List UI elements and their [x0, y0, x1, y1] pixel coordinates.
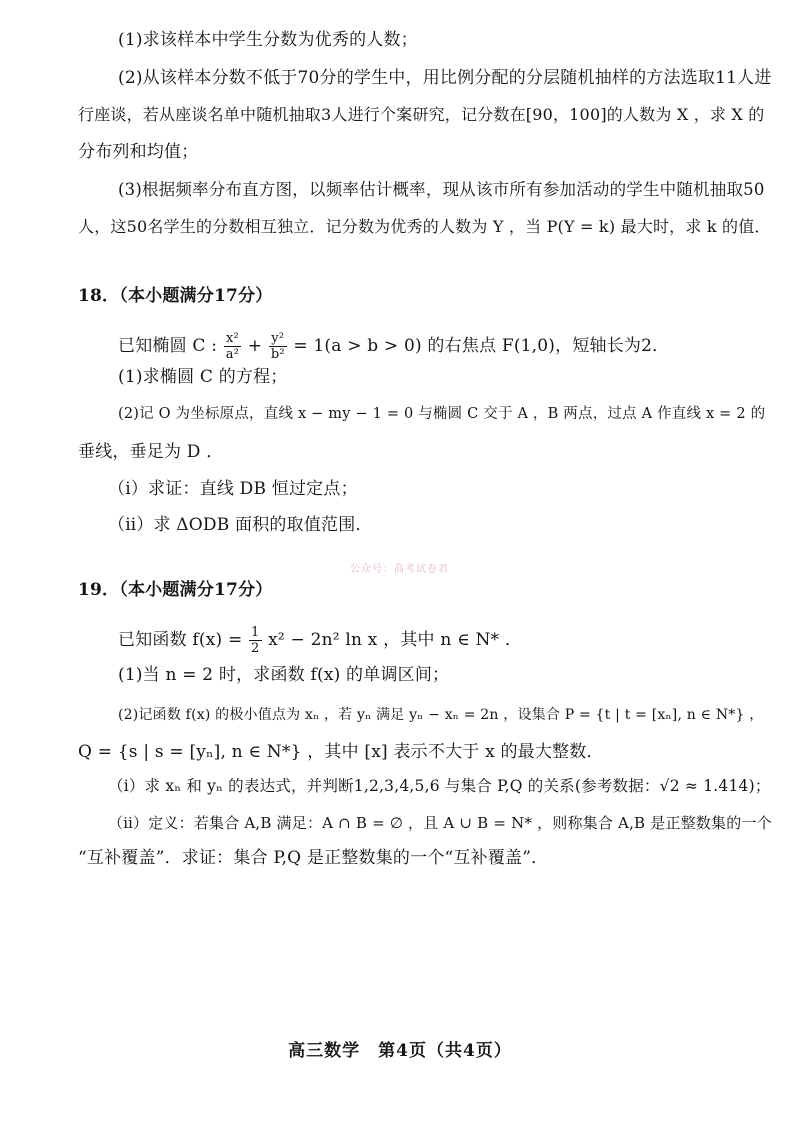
q18-part1: (1)求椭圆 C 的方程；	[118, 367, 288, 387]
q18-intro-post: = 1(a > b > 0) 的右焦点 F(1,0)，短轴长为2．	[293, 336, 670, 356]
watermark: 公众号：高考试卷君	[350, 564, 449, 575]
q18-fraction-y	[269, 331, 287, 362]
q17-part2-line1: (2)从该样本分数不低于70分的学生中，用比例分配的分层随机抽样的方法选取11人进	[118, 68, 772, 88]
q18-intro-plus: +	[247, 336, 263, 356]
q19-intro	[118, 625, 522, 656]
q18-intro	[118, 331, 669, 362]
q19-part2-line2: Q = {s | s = [yₙ], n ∈ N*} ，其中 [x] 表示不大于 x 的最大整数．	[78, 742, 604, 762]
q18-intro-pre: 已知椭圆 C :	[118, 336, 218, 356]
q19-sub1: （ⅰ）求 xₙ 和 yₙ 的表达式，并判断1,2,3,4,5,6 与集合 P,Q 的关系(参考数据：√2 ≈ 1.414)；	[108, 777, 771, 795]
q17-part3-line2: 人，这50名学生的分数相互独立．记分数为优秀的人数为 Y ，当 P(Y = k) 最大时，求 k 的值．	[78, 217, 771, 236]
q17-part2-line3: 分布列和均值；	[78, 142, 199, 162]
q18-fraction-x-den: a²	[225, 347, 240, 362]
q18-fraction-x-num: x²	[224, 331, 241, 347]
q18-fraction-x	[224, 331, 241, 362]
q17-part2-line2: 行座谈，若从座谈名单中随机抽取3人进行个案研究，记分数在[90，100]的人数为 X ，求 X 的	[78, 105, 765, 124]
q19-part1: (1)当 n = 2 时，求函数 f(x) 的单调区间；	[118, 665, 450, 685]
q18-fraction-y-den: b²	[270, 347, 285, 362]
q17-part1: (1)求该样本中学生分数为优秀的人数；	[118, 30, 418, 50]
q17-part3-line1: (3)根据频率分布直方图，以频率估计概率，现从该市所有参加活动的学生中随机抽取50	[118, 180, 765, 199]
q18-fraction-y-num: y²	[269, 331, 287, 347]
q18-sub2: （ⅱ）求 ΔODB 面积的取值范围．	[108, 515, 373, 535]
q19-fraction-half	[249, 625, 261, 656]
q19-intro-post: x² − 2n² ln x ，其中 n ∈ N* ．	[268, 630, 523, 650]
q19-fraction-den: 2	[251, 641, 260, 656]
q19-fraction-num: 1	[251, 625, 260, 640]
q19-intro-pre: 已知函数 f(x) =	[118, 630, 243, 650]
q19-title: 19．（本小题满分17分）	[78, 580, 273, 600]
q18-part2-line1: (2)记 O 为坐标原点，直线 x − my − 1 = 0 与椭圆 C 交于 A ，B 两点，过点 A 作直线 x = 2 的	[118, 406, 766, 422]
page-footer: 高三数学 第4页（共4页）	[288, 1041, 512, 1061]
q18-title: 18．（本小题满分17分）	[78, 286, 273, 306]
q18-part2-line2: 垂线，垂足为 D ．	[78, 442, 224, 462]
q19-sub2-line2: “互补覆盖”．求证：集合 P,Q 是正整数集的一个“互补覆盖”．	[78, 848, 549, 868]
q19-part2-line1: (2)记函数 f(x) 的极小值点为 xₙ ，若 yₙ 满足 yₙ − xₙ = 2n ，设集合 P = {t | t = [xₙ], n ∈ N*} ，	[118, 707, 764, 723]
q19-sub2-line1: （ⅱ）定义：若集合 A,B 满足：A ∩ B = ∅ ，且 A ∪ B = N* ，则称集合 A,B 是正整数集的一个	[108, 814, 772, 832]
q18-sub1: （ⅰ）求证：直线 DB 恒过定点；	[108, 479, 358, 499]
